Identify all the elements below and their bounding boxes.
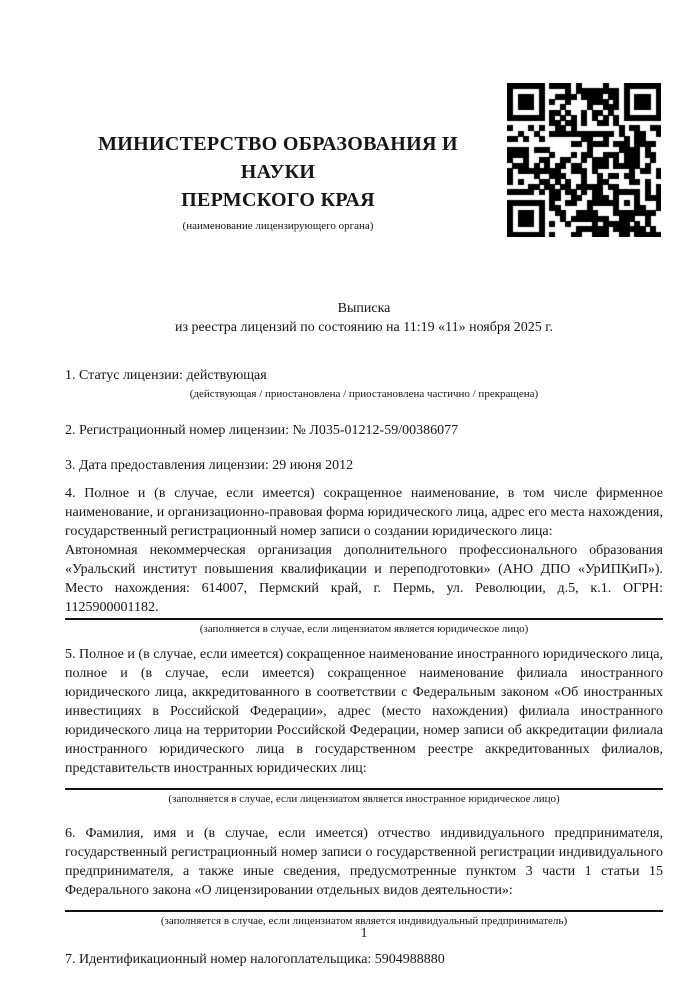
- document-body: [65, 299, 663, 969]
- ministry-name-line2: ПЕРМСКОГО КРАЯ: [181, 189, 375, 211]
- item-legal-entity-note: (заполняется в случае, если лицензиатом является юридическое лицо): [199, 623, 529, 635]
- licensing-authority-header: [60, 130, 496, 233]
- item-license-status-note: (действующая / приостановлена / приостановлена частично / прекращена): [189, 388, 539, 400]
- item-legal-entity-value: Автономная некоммерческая организация дополнительного профессионального образования «Уральский институт повышения квалификации и переподготовки» (АНО ДПО «УрИПКиП»). Место нахождения: 614007, Пермский край, г. Пермь, ул. Революции, д.5, к.1. ОГРН: 1125900001182.: [65, 543, 663, 615]
- fill-line-legal-entity: [65, 618, 663, 620]
- item-grant-date: 3. Дата предоставления лицензии: 29 июня 2012: [65, 458, 354, 473]
- page-number: 1: [360, 926, 368, 941]
- item-license-status: 1. Статус лицензии: действующая: [65, 368, 267, 383]
- document-date-line: из реестра лицензий по состоянию на 11:19 «11» ноября 2025 г.: [175, 320, 553, 335]
- ministry-name-line1: МИНИСТЕРСТВО ОБРАЗОВАНИЯ И НАУКИ: [98, 133, 458, 183]
- item-foreign-entity-label: 5. Полное и (в случае, если имеется) сокращенное наименование иностранного юридического лица, полное и (в случае, если имеется) сокращенное наименование филиала иностранного юридического лица, аккредитованного в соответствии с Федеральным законом «Об иностранных инвестициях в Российской Федерации», адрес (место нахождения) филиала иностранного юридического лица на территории Российской Федерации, номер записи об аккредитации филиала иностранного юридического лица в государственном реестре аккредитованных филиалов, представительств иностранных юридических лиц:: [65, 647, 663, 776]
- fill-line-foreign-entity: [65, 788, 663, 790]
- item-registration-number: 2. Регистрационный номер лицензии: № Л035-01212-59/00386077: [65, 423, 459, 438]
- document-title: Выписка: [337, 301, 391, 316]
- item-entrepreneur-label: 6. Фамилия, имя и (в случае, если имеется) отчество индивидуального предпринимателя, государственный регистрационный номер записи о государственной регистрации индивидуального предпринимателя, а также иные сведения, предусмотренные пунктом 3 части 1 статьи 15 Федерального закона «О лицензировании отдельных видов деятельности»:: [65, 826, 663, 898]
- fill-line-entrepreneur: [65, 910, 663, 912]
- item-taxpayer-number: 7. Идентификационный номер налогоплательщика: 5904988880: [65, 952, 445, 967]
- item-legal-entity-label: 4. Полное и (в случае, если имеется) сокращенное наименование, в том числе фирменное наименование, и организационно-правовая форма юридического лица, адрес его места нахождения, государственный регистрационный номер записи о создании юридического лица:: [65, 486, 663, 539]
- ministry-caption: (наименование лицензирующего органа): [182, 220, 374, 232]
- item-foreign-entity-note: (заполняется в случае, если лицензиатом является иностранное юридическое лицо): [168, 793, 560, 805]
- qr-code: [507, 83, 661, 237]
- item-entrepreneur-note: (заполняется в случае, если лицензиатом является индивидуальный предприниматель): [160, 915, 568, 927]
